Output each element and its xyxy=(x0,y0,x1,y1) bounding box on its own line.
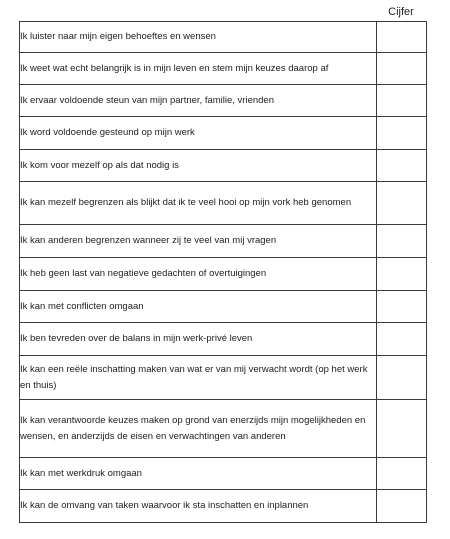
assessment-table xyxy=(19,21,427,523)
score-cell[interactable] xyxy=(377,400,427,458)
table-row xyxy=(20,22,427,53)
score-cell[interactable] xyxy=(377,291,427,323)
statement-cell: Ik kan verantwoorde keuzes maken op grond van enerzijds mijn mogelijkheden en wensen, en anderzijds de eisen en verwachtingen van anderen xyxy=(20,400,377,458)
table-row xyxy=(20,291,427,323)
table-row xyxy=(20,490,427,523)
statement-cell: Ik heb geen last van negatieve gedachten of overtuigingen xyxy=(20,258,377,291)
score-cell[interactable] xyxy=(377,225,427,258)
table-row xyxy=(20,182,427,225)
score-cell[interactable] xyxy=(377,117,427,150)
score-cell[interactable] xyxy=(377,53,427,85)
score-cell[interactable] xyxy=(377,85,427,117)
score-cell[interactable] xyxy=(377,182,427,225)
score-cell[interactable] xyxy=(377,22,427,53)
score-cell[interactable] xyxy=(377,150,427,182)
table-row xyxy=(20,53,427,85)
statement-cell: Ik luister naar mijn eigen behoeftes en wensen xyxy=(20,22,377,53)
statement-cell: Ik ervaar voldoende steun van mijn partner, familie, vrienden xyxy=(20,85,377,117)
table-row xyxy=(20,258,427,291)
score-cell[interactable] xyxy=(377,490,427,523)
statement-cell: Ik kan mezelf begrenzen als blijkt dat ik te veel hooi op mijn vork heb genomen xyxy=(20,182,377,225)
table-row xyxy=(20,323,427,356)
table-row xyxy=(20,225,427,258)
table-row xyxy=(20,85,427,117)
score-cell[interactable] xyxy=(377,458,427,490)
statement-cell: Ik kan anderen begrenzen wanneer zij te veel van mij vragen xyxy=(20,225,377,258)
statement-cell: Ik weet wat echt belangrijk is in mijn leven en stem mijn keuzes daarop af xyxy=(20,53,377,85)
table-row xyxy=(20,150,427,182)
score-cell[interactable] xyxy=(377,258,427,291)
score-cell[interactable] xyxy=(377,356,427,400)
statement-cell: Ik kan met conflicten omgaan xyxy=(20,291,377,323)
table-row xyxy=(20,117,427,150)
statement-cell: Ik kan met werkdruk omgaan xyxy=(20,458,377,490)
statement-cell: Ik kan de omvang van taken waarvoor ik sta inschatten en inplannen xyxy=(20,490,377,523)
table-row xyxy=(20,356,427,400)
statement-cell: Ik kom voor mezelf op als dat nodig is xyxy=(20,150,377,182)
statement-cell: Ik kan een reële inschatting maken van wat er van mij verwacht wordt (op het werk en thuis) xyxy=(20,356,377,400)
table-row xyxy=(20,400,427,458)
score-column-header: Cijfer xyxy=(388,6,414,18)
statement-cell: Ik word voldoende gesteund op mijn werk xyxy=(20,117,377,150)
score-cell[interactable] xyxy=(377,323,427,356)
statement-cell: Ik ben tevreden over de balans in mijn werk-privé leven xyxy=(20,323,377,356)
table-row xyxy=(20,458,427,490)
